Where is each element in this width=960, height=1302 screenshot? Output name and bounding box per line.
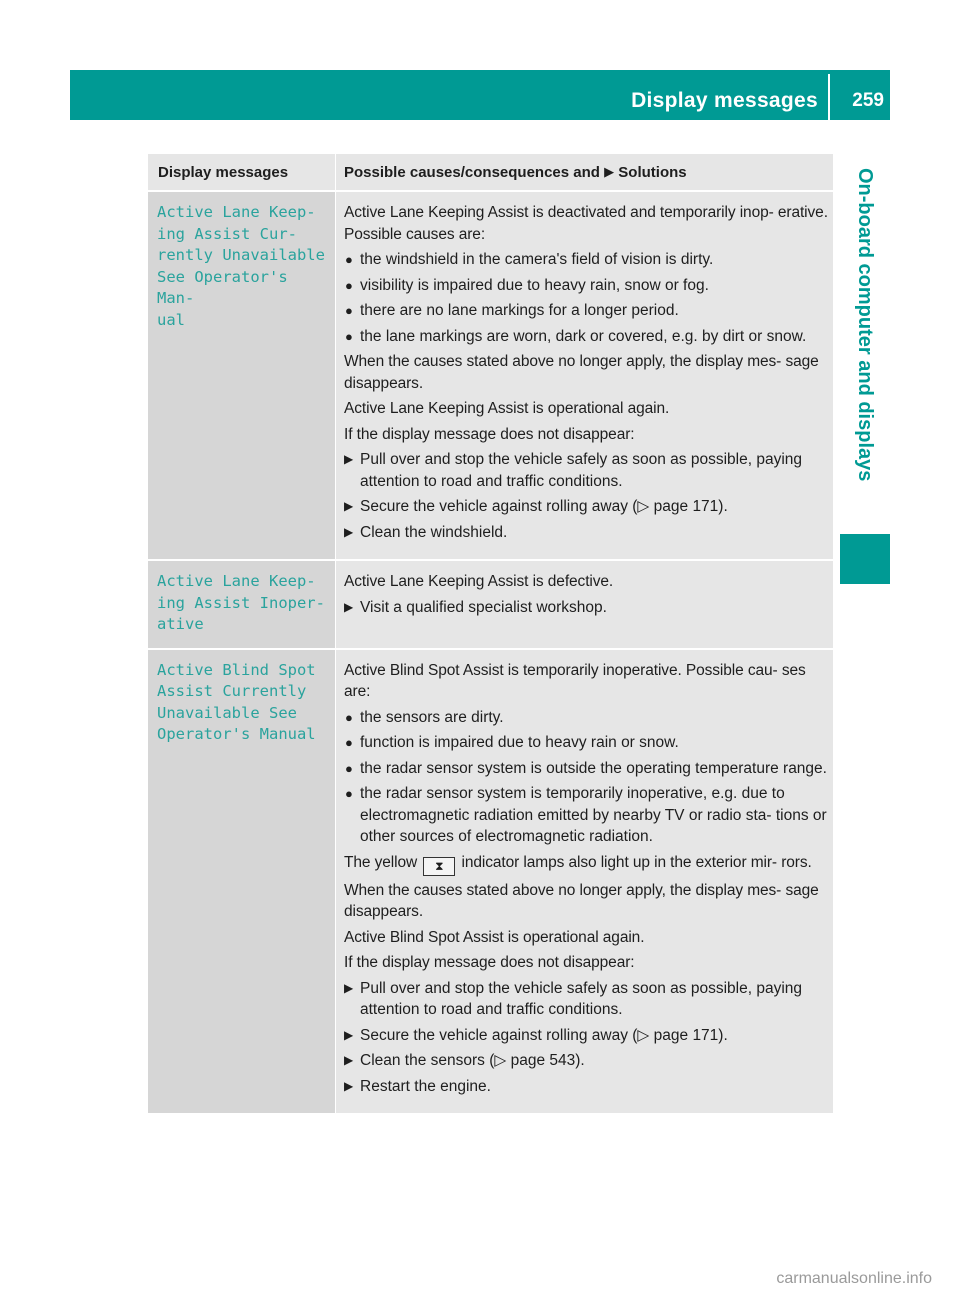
action-step: ▶ Pull over and stop the vehicle safely as soon as possible, paying attention to road and traffic conditions. — [344, 451, 803, 490]
action-step: ▶ Restart the engine. — [344, 1076, 829, 1098]
blind-spot-lamp-icon: ⧗ — [423, 857, 455, 876]
display-message-text: Active Blind Spot Assist Currently Unavailable See Operator's Manual — [157, 660, 316, 743]
cause-intro: Active Blind Spot Assist is temporarily inoperative. Possible cau‐ ses are: — [344, 661, 806, 700]
step-arrow-icon: ▶ — [344, 524, 354, 539]
list-item: ● the windshield in the camera's field of vision is dirty. — [344, 249, 829, 271]
action-step: ▶ Secure the vehicle against rolling away (▷ page 171). — [344, 1025, 829, 1047]
lamp-paragraph: The yellow ⧗ indicator lamps also light up in the exterior mir‐ rors. — [344, 852, 829, 876]
page-header — [70, 70, 890, 120]
action-step: ▶ Visit a qualified specialist workshop. — [344, 597, 829, 619]
step-arrow-icon: ▶ — [344, 1053, 354, 1067]
watermark[interactable]: carmanualsonline.info — [776, 1270, 932, 1287]
table-header — [148, 154, 833, 192]
bullet-icon: ● — [345, 277, 353, 293]
side-tab-label: On-board computer and displays — [854, 168, 876, 482]
bullet-icon: ● — [345, 328, 353, 344]
bullet-icon: ● — [345, 252, 353, 267]
list-item: ● the radar sensor system is outside the operating temperature range. — [344, 758, 829, 780]
table-row — [148, 561, 833, 650]
message-cell — [148, 650, 336, 1114]
action-step: ▶ Pull over and stop the vehicle safely as soon as possible, paying attention to road and traffic conditions. — [344, 979, 803, 1018]
col-header-solutions-post: Solutions — [618, 164, 687, 181]
message-cell — [148, 192, 336, 559]
cause-intro: Active Lane Keeping Assist is defective. — [344, 573, 614, 590]
messages-table — [148, 154, 833, 1115]
arrow-right-icon: ▶ — [604, 164, 615, 179]
side-tab-marker — [840, 534, 890, 584]
header-title: Display messages — [631, 89, 818, 112]
action-step: ▶ Clean the windshield. — [344, 522, 829, 544]
solution-cell — [336, 192, 833, 559]
paragraph: Active Blind Spot Assist is operational again. — [344, 928, 645, 946]
cause-intro: Active Lane Keeping Assist is deactivated and temporarily inop‐ erative. Possible causes are: — [344, 204, 828, 243]
list-item: ● the radar sensor system is temporarily inoperative, e.g. due to electromagnetic radiation emitted by nearby TV or radio sta‐ tions or other sources of electromagnetic radiation. — [345, 785, 827, 845]
page-number: 259 — [852, 90, 884, 111]
paragraph: If the display message does not disappear: — [344, 425, 635, 443]
step-arrow-icon: ▶ — [344, 980, 354, 995]
message-cell — [148, 561, 336, 648]
header-divider — [828, 74, 830, 120]
col-header-messages: Display messages — [148, 154, 336, 190]
paragraph: When the causes stated above no longer apply, the display mes‐ sage disappears. — [344, 881, 819, 920]
display-message-text: Active Lane Keep‐ ing Assist Cur‐ rently Unavailable See Operator's Man‐ ual — [157, 203, 325, 329]
bullet-icon: ● — [345, 709, 353, 725]
col-header-solutions — [336, 154, 833, 190]
side-tab — [840, 130, 890, 530]
paragraph: Active Lane Keeping Assist is operational again. — [344, 400, 670, 417]
solution-cell — [336, 561, 833, 648]
paragraph: When the causes stated above no longer apply, the display mes‐ sage disappears. — [344, 353, 819, 392]
bullet-icon: ● — [345, 735, 353, 750]
action-step: ▶ Secure the vehicle against rolling away (▷ page 171). — [344, 496, 829, 518]
step-arrow-icon: ▶ — [344, 1027, 354, 1042]
action-step: ▶ Clean the sensors (▷ page 543). — [344, 1050, 829, 1072]
paragraph: If the display message does not disappear: — [344, 954, 635, 971]
bullet-icon: ● — [345, 303, 353, 318]
col-header-solutions-pre: Possible causes/consequences and — [344, 164, 600, 181]
table-row — [148, 192, 833, 561]
list-item: ● visibility is impaired due to heavy rain, snow or fog. — [344, 275, 829, 297]
bullet-icon: ● — [345, 760, 353, 776]
list-item: ● the lane markings are worn, dark or covered, e.g. by dirt or snow. — [344, 326, 829, 348]
list-item: ● there are no lane markings for a longer period. — [344, 300, 829, 322]
list-item: ● function is impaired due to heavy rain or snow. — [344, 732, 829, 754]
step-arrow-icon: ▶ — [344, 499, 354, 513]
list-item: ● the sensors are dirty. — [344, 707, 829, 729]
step-arrow-icon: ▶ — [344, 599, 354, 614]
table-row — [148, 650, 833, 1116]
display-message-text: Active Lane Keep‐ ing Assist Inoper‐ ative — [157, 572, 325, 633]
bullet-icon: ● — [345, 786, 353, 801]
step-arrow-icon: ▶ — [344, 452, 354, 466]
solution-cell — [336, 650, 833, 1114]
step-arrow-icon: ▶ — [344, 1078, 354, 1093]
